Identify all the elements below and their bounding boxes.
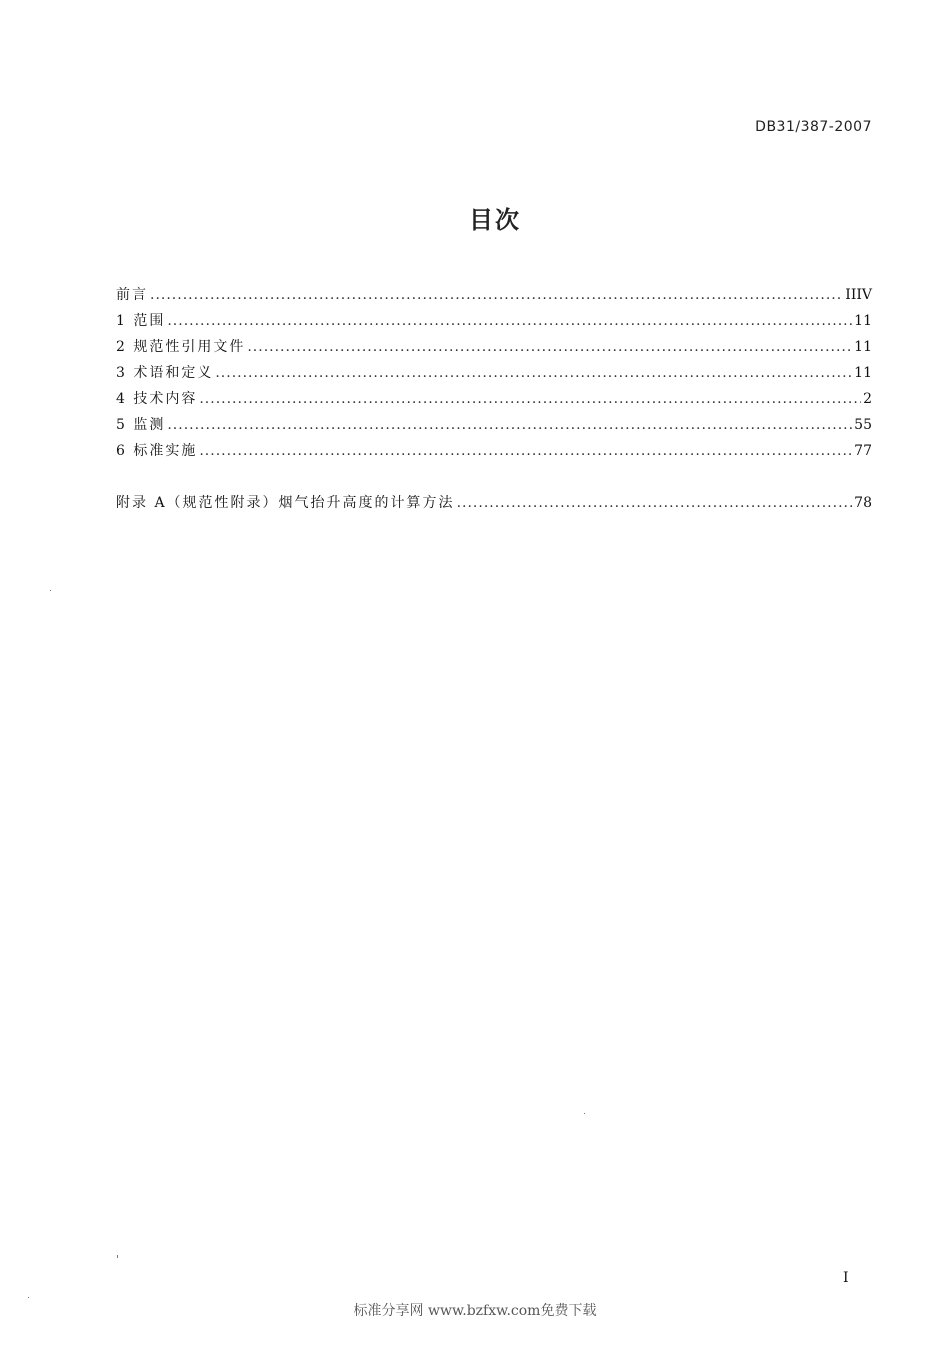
toc-leader-dots: [150, 282, 843, 308]
toc-leader-dots: [199, 438, 852, 464]
toc-entry-technical-content[interactable]: [116, 386, 872, 412]
toc-entry-label: 5 监测: [116, 417, 166, 433]
toc-entry-terms-definitions[interactable]: [116, 360, 872, 386]
scan-speck: [117, 1255, 118, 1258]
toc-entry-appendix-a[interactable]: [116, 490, 872, 516]
toc-leader-dots: [167, 412, 852, 438]
document-code: DB31/387-2007: [755, 119, 872, 135]
toc-leader-dots: [199, 386, 861, 412]
toc-entry-page: 11: [854, 313, 872, 329]
toc-entry-label: 2 规范性引用文件: [116, 339, 246, 355]
toc-leader-dots: [247, 334, 852, 360]
toc-entry-normative-references[interactable]: [116, 334, 872, 360]
page-number: I: [843, 1270, 849, 1286]
toc-entry-label: 6 标准实施: [116, 443, 198, 459]
scan-speck: [50, 590, 51, 591]
toc-leader-dots: [215, 360, 852, 386]
toc-entry-label: 前言: [116, 287, 148, 303]
toc-entry-page: 11: [854, 365, 872, 381]
toc-entry-label: 附录 A（规范性附录）烟气抬升高度的计算方法: [116, 495, 455, 511]
toc-entry-page: 77: [854, 443, 872, 459]
toc-entry-page: 55: [854, 417, 872, 433]
toc-entry-page: 2: [863, 391, 872, 407]
toc-entry-monitoring[interactable]: [116, 412, 872, 438]
toc-leader-dots: [167, 308, 852, 334]
toc-entry-label: 4 技术内容: [116, 391, 198, 407]
scan-speck: [28, 1297, 29, 1298]
footer-watermark: 标准分享网 www.bzfxw.com免费下载: [353, 1303, 597, 1319]
toc-entry-label: 1 范围: [116, 313, 166, 329]
toc-entry-page: 11: [854, 339, 872, 355]
toc-entry-implementation[interactable]: [116, 438, 872, 464]
page-title: 目次: [469, 206, 521, 234]
toc-entry-label: 3 术语和定义: [116, 365, 214, 381]
toc-leader-dots: [457, 490, 853, 516]
toc-entry-foreword[interactable]: [116, 282, 872, 308]
toc-entry-page: 78: [854, 495, 872, 511]
table-of-contents: [116, 282, 872, 516]
toc-entry-page: IIIV: [845, 287, 872, 303]
scan-speck: [584, 1113, 585, 1114]
toc-entry-scope[interactable]: [116, 308, 872, 334]
